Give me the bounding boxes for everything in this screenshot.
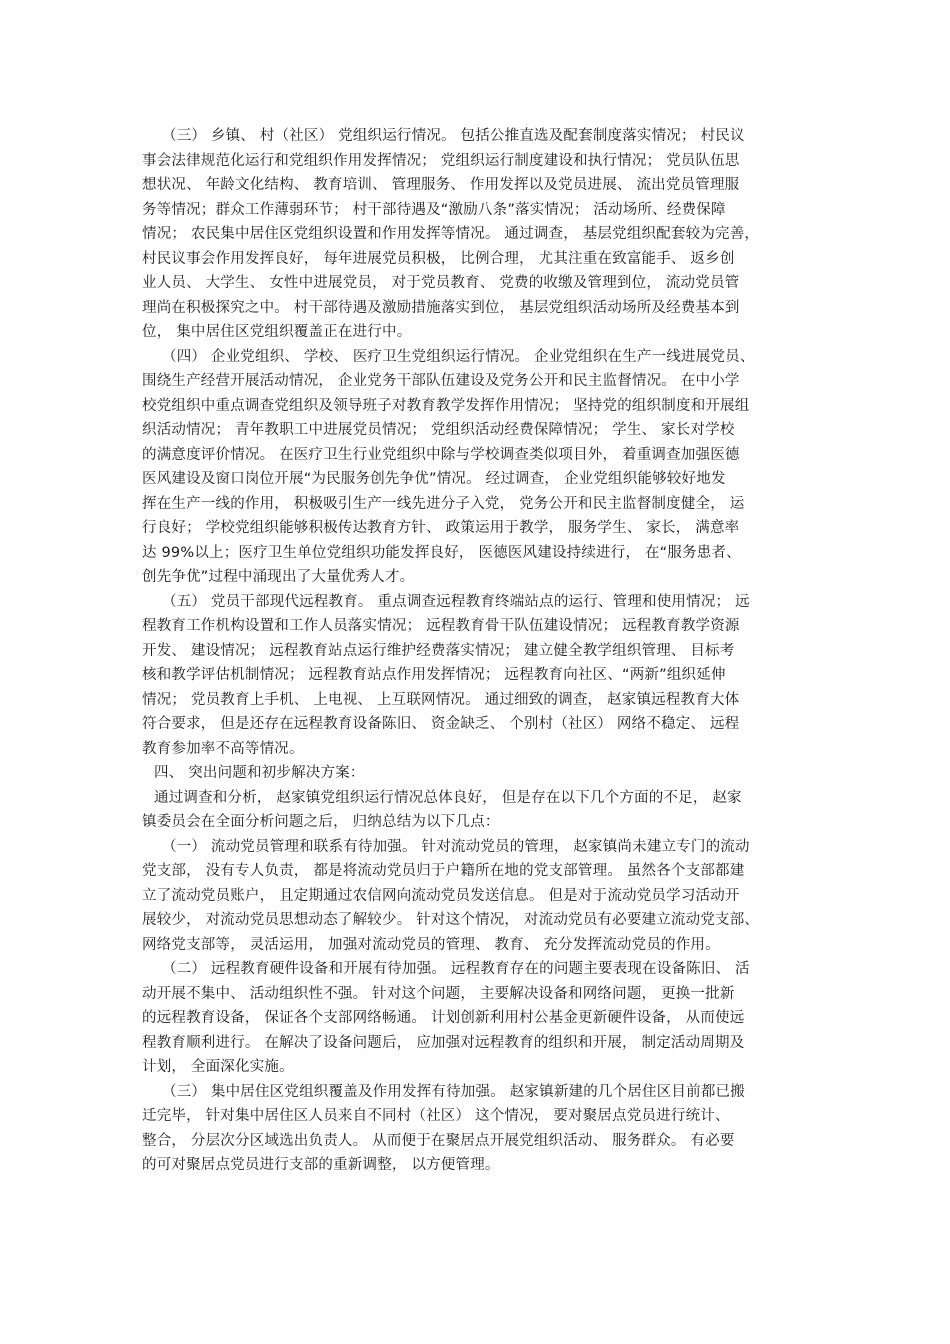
text-line: 立了流动党员账户， 且定期通过农信网向流动党员发送信息。 但是对于流动党员学习活动开 xyxy=(142,887,740,904)
text-line: 整合， 分层次分区域选出负责人。 从而便于在聚居点开展党组织活动、 服务群众。 有必要 xyxy=(142,1132,735,1149)
text-line: 程教育顺利进行。 在解决了设备问题后， 应加强对远程教育的组织和开展， 制定活动周期及 xyxy=(142,1034,745,1051)
text-line: 行良好； 学校党组织能够积极传达教育方针、 政策运用于教学， 服务学生、 家长， 满意率 xyxy=(142,520,740,536)
text-line: 展较少， 对流动党员思想动态了解较少。 针对这个情况， 对流动党员有必要建立流动党支部、 xyxy=(142,912,760,928)
text-line: 通过调查和分析， 赵家镇党组织运行情况总体良好， 但是存在以下几个方面的不足， 赵家 xyxy=(154,789,742,806)
text-line: （五） 党员干部现代远程教育。 重点调查远程教育终端站点的运行、管理和使用情况； 远 xyxy=(162,593,750,610)
text-line: 迁完毕， 针对集中居住区人员来自不同村（社区） 这个情况， 要对聚居点党员进行统计、 xyxy=(142,1108,730,1124)
text-line: 的满意度评价情况。 在医疗卫生行业党组织中除与学校调查类似项目外， 着重调查加强医德 xyxy=(142,446,740,463)
text-line: 位， 集中居住区党组织覆盖正在进行中。 xyxy=(142,324,412,340)
text-line: 围绕生产经营开展活动情况， 企业党务干部队伍建设及党务公开和民主监督情况。 在中小学 xyxy=(142,373,740,389)
text-line: 的可对聚居点党员进行支部的重新调整， 以方便管理。 xyxy=(142,1157,500,1173)
text-line: 务等情况；群众工作薄弱环节； 村干部待遇及“激励八条”落实情况； 活动场所、经费保障 xyxy=(142,201,726,218)
text-line: 网络党支部等， 灵活运用， 加强对流动党员的管理、 教育、 充分发挥流动党员的作用。 xyxy=(142,936,720,953)
text-line: 理尚在积极探究之中。 村干部待遇及激励措施落实到位， 基层党组织活动场所及经费基本到 xyxy=(142,299,740,316)
text-line: 达 99%以上；医疗卫生单位党组织功能发挥良好， 医德医风建设持续进行， 在“服务患者、 xyxy=(142,544,741,561)
document-body xyxy=(142,124,814,1178)
text-line: （四） 企业党组织、 学校、 医疗卫生党组织运行情况。 企业党组织在生产一线进展党员、 xyxy=(162,348,755,365)
text-line: 校党组织中重点调查党组织及领导班子对教育教学发挥作用情况； 坚持党的组织制度和开展组 xyxy=(142,397,750,414)
text-line: 业人员、 大学生、 女性中进展党员， 对于党员教育、 党费的收缴及管理到位， 流动党员管 xyxy=(142,275,740,291)
text-line: 教育参加率不高等情况。 xyxy=(142,740,304,757)
text-line: （一） 流动党员管理和联系有待加强。 针对流动党员的管理， 赵家镇尚未建立专门的流动 xyxy=(162,838,750,855)
text-line: 计划， 全面深化实施。 xyxy=(142,1059,294,1075)
text-line: 符合要求， 但是还存在远程教育设备陈旧、 资金缺乏、 个别村（社区） 网络不稳定、 远程 xyxy=(142,716,740,732)
text-line: 事会法律规范化运行和党组织作用发挥情况； 党组织运行制度建设和执行情况； 党员队伍思 xyxy=(142,152,740,169)
text-line: 的远程教育设备， 保证各个支部网络畅通。 计划创新利用村公基金更新硬件设备， 从而使远 xyxy=(142,1010,745,1026)
text-line: 医风建设及窗口岗位开展“为民服务创先争优”情况。 经过调查， 企业党组织能够较好地发 xyxy=(142,471,726,487)
text-line: （三） 乡镇、 村（社区） 党组织运行情况。 包括公推直选及配套制度落实情况； 村民议 xyxy=(162,128,745,144)
text-line: （二） 远程教育硬件设备和开展有待加强。 远程教育存在的问题主要表现在设备陈旧、 活 xyxy=(162,961,750,977)
text-line: （三） 集中居住区党组织覆盖及作用发挥有待加强。 赵家镇新建的几个居住区目前都已搬 xyxy=(162,1083,745,1100)
text-line: 挥在生产一线的作用， 积极吸引生产一线先进分子入党， 党务公开和民主监督制度健全， 运 xyxy=(142,495,745,512)
text-line: 开发、 建设情况； 远程教育站点运行维护经费落实情况； 建立健全教学组织管理、 目标考 xyxy=(142,642,735,659)
text-line: 四、 突出问题和初步解决方案： xyxy=(154,765,365,781)
text-line: 情况； 农民集中居住区党组织设置和作用发挥等情况。 通过调查， 基层党组织配套较为完善， xyxy=(142,226,760,242)
text-line: 情况； 党员教育上手机、 上电视、 上互联网情况。 通过细致的调查， 赵家镇远程教育大体 xyxy=(142,691,740,708)
text-line: 创先争优”过程中涌现出了大量优秀人才。 xyxy=(142,569,415,585)
text-line: 核和教学评估机制情况； 远程教育站点作用发挥情况； 远程教育向社区、“两新”组织延伸 xyxy=(142,667,726,683)
text-line: 党支部， 没有专人负责， 都是将流动党员归于户籍所在地的党支部管理。 虽然各个支部都建 xyxy=(142,863,745,879)
text-line: 村民议事会作用发挥良好， 每年进展党员积极， 比例合理， 尤其注重在致富能手、 返乡创 xyxy=(142,250,735,267)
text-line: 镇委员会在全面分析问题之后， 归纳总结为以下几点： xyxy=(142,814,500,830)
text-line: 程教育工作机构设置和工作人员落实情况； 远程教育骨干队伍建设情况； 远程教育教学资源 xyxy=(142,618,740,634)
text-line: 动开展不集中、 活动组织性不强。 针对这个问题， 主要解决设备和网络问题， 更换一批新 xyxy=(142,985,735,1002)
text-line: 想状况、 年龄文化结构、 教育培训、 管理服务、 作用发挥以及党员进展、 流出党员管理服 xyxy=(142,177,740,193)
text-line: 织活动情况； 青年教职工中进展党员情况； 党组织活动经费保障情况； 学生、 家长对学校 xyxy=(142,422,735,438)
